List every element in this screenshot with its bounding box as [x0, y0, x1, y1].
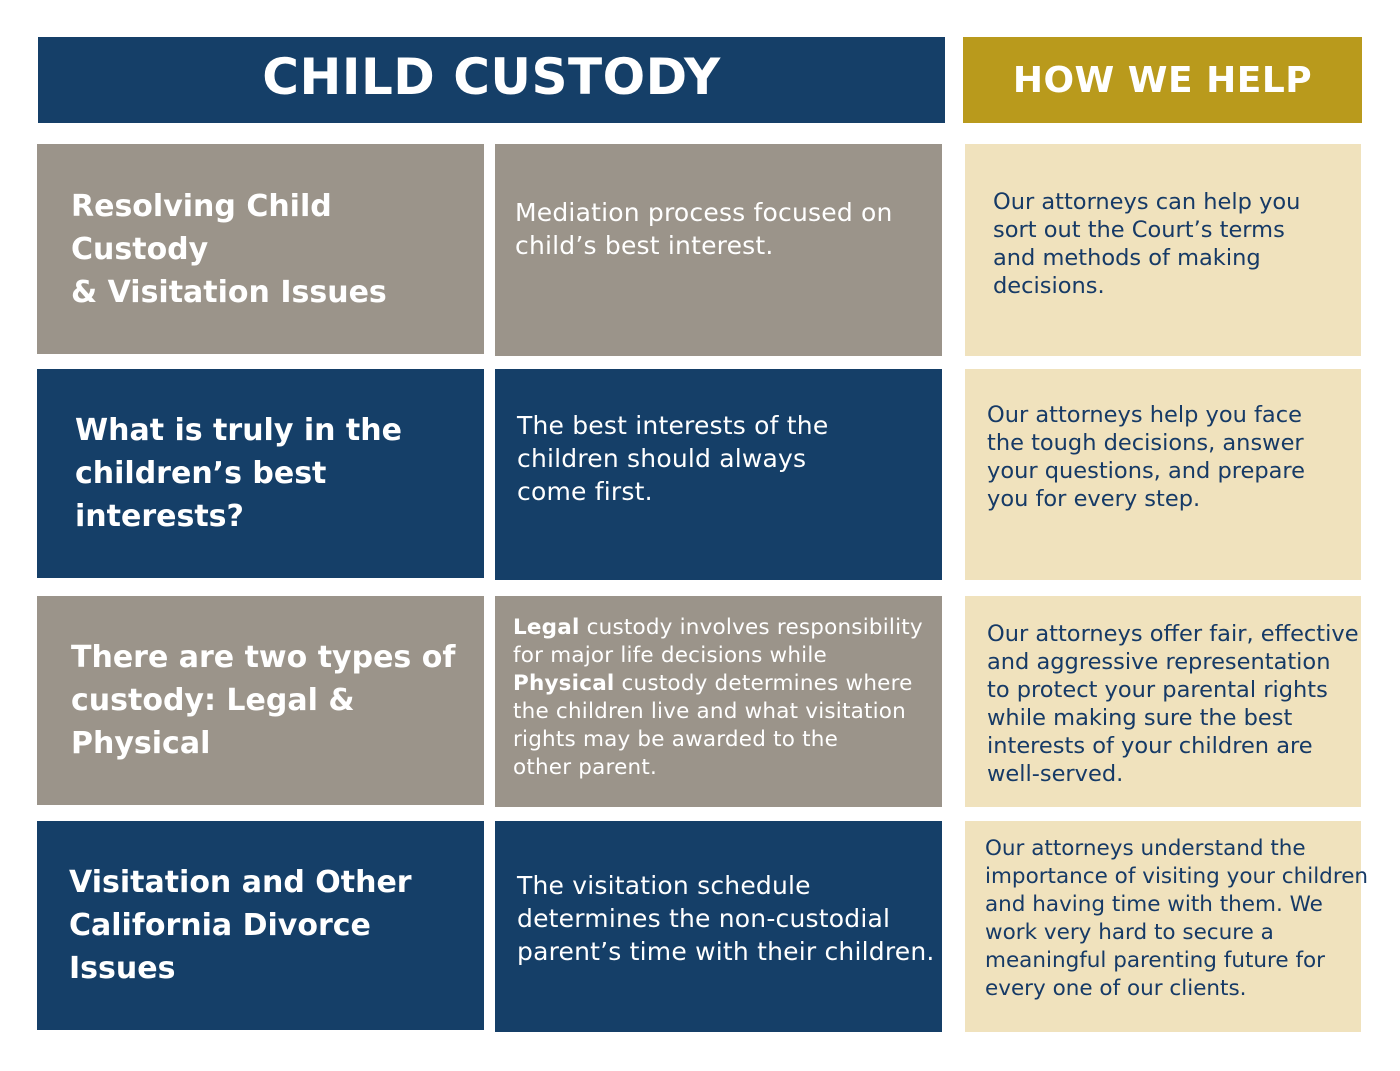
help-line: you for every step. [987, 486, 1201, 512]
description-line [513, 614, 928, 642]
topic-line: What is truly in the [75, 413, 402, 448]
help-line: sort out the Court’s terms [993, 217, 1285, 243]
topic-line: Visitation and Other [69, 865, 412, 900]
help-line: while making sure the best [987, 705, 1293, 731]
help-line: decisions. [993, 273, 1105, 299]
topic-line: custody: Legal & Physical [71, 683, 355, 761]
help-line: the tough decisions, answer [987, 430, 1304, 456]
topic-line: children’s best interests? [75, 456, 327, 534]
help-line: to protect your parental rights [987, 677, 1328, 703]
topic-line: & Visitation Issues [71, 274, 387, 310]
topic-cell [37, 369, 484, 578]
child-custody-header [38, 37, 945, 123]
help-line: Our attorneys help you face [987, 402, 1302, 428]
description-line: the children live and what visitation [513, 699, 906, 724]
help-line: meaningful parenting future for [985, 948, 1326, 973]
description-cell [495, 144, 942, 356]
physical-term: Physical [513, 671, 615, 696]
description-text: custody involves responsibility [579, 615, 923, 640]
help-line: and aggressive representation [987, 649, 1331, 675]
help-line: work very hard to secure a [985, 920, 1274, 945]
description-line: children should always [517, 444, 807, 473]
help-line: well-served. [987, 761, 1124, 787]
help-column-title: HOW WE HELP [1012, 59, 1313, 101]
help-line: importance of visiting your children [985, 864, 1369, 889]
description-text: custody determines where [614, 671, 913, 696]
help-line: and methods of making [993, 245, 1261, 271]
description-line: parent’s time with their children. [517, 937, 935, 966]
description-line: The visitation schedule [517, 871, 811, 900]
help-line: Our attorneys understand the [985, 836, 1306, 861]
description-cell [495, 369, 942, 580]
description-line: for major life decisions while [513, 643, 827, 668]
legal-term: Legal [513, 615, 580, 640]
description-line: child’s best interest. [515, 231, 774, 260]
help-line: your questions, and prepare [987, 458, 1306, 484]
help-line: interests of your children are [987, 733, 1313, 759]
help-line: Our attorneys can help you [993, 189, 1301, 215]
description-cell [495, 596, 942, 807]
description-line: come first. [517, 477, 653, 506]
help-line: Our attorneys offer fair, effective [987, 621, 1359, 647]
description-cell [495, 821, 942, 1032]
description-line: The best interests of the [517, 411, 829, 440]
topic-cell [37, 821, 484, 1030]
help-cell [965, 144, 1361, 356]
help-cell [965, 821, 1369, 1032]
how-we-help-header [963, 37, 1362, 123]
help-line: and having time with them. We [985, 892, 1323, 917]
topic-line: There are two types of [71, 640, 456, 675]
topic-line: California Divorce Issues [69, 908, 371, 986]
page-title: CHILD CUSTODY [262, 48, 721, 106]
help-cell [965, 596, 1361, 807]
topic-line: Resolving Child Custody [71, 188, 332, 267]
description-line [513, 670, 928, 698]
topic-cell [37, 596, 484, 805]
description-line: other parent. [513, 755, 658, 780]
topic-cell [37, 144, 484, 354]
description-line: Mediation process focused on [515, 198, 893, 227]
description-line: determines the non-custodial [517, 904, 891, 933]
help-line: every one of our clients. [985, 976, 1247, 1001]
help-cell [965, 369, 1361, 580]
description-line: rights may be awarded to the [513, 727, 838, 752]
